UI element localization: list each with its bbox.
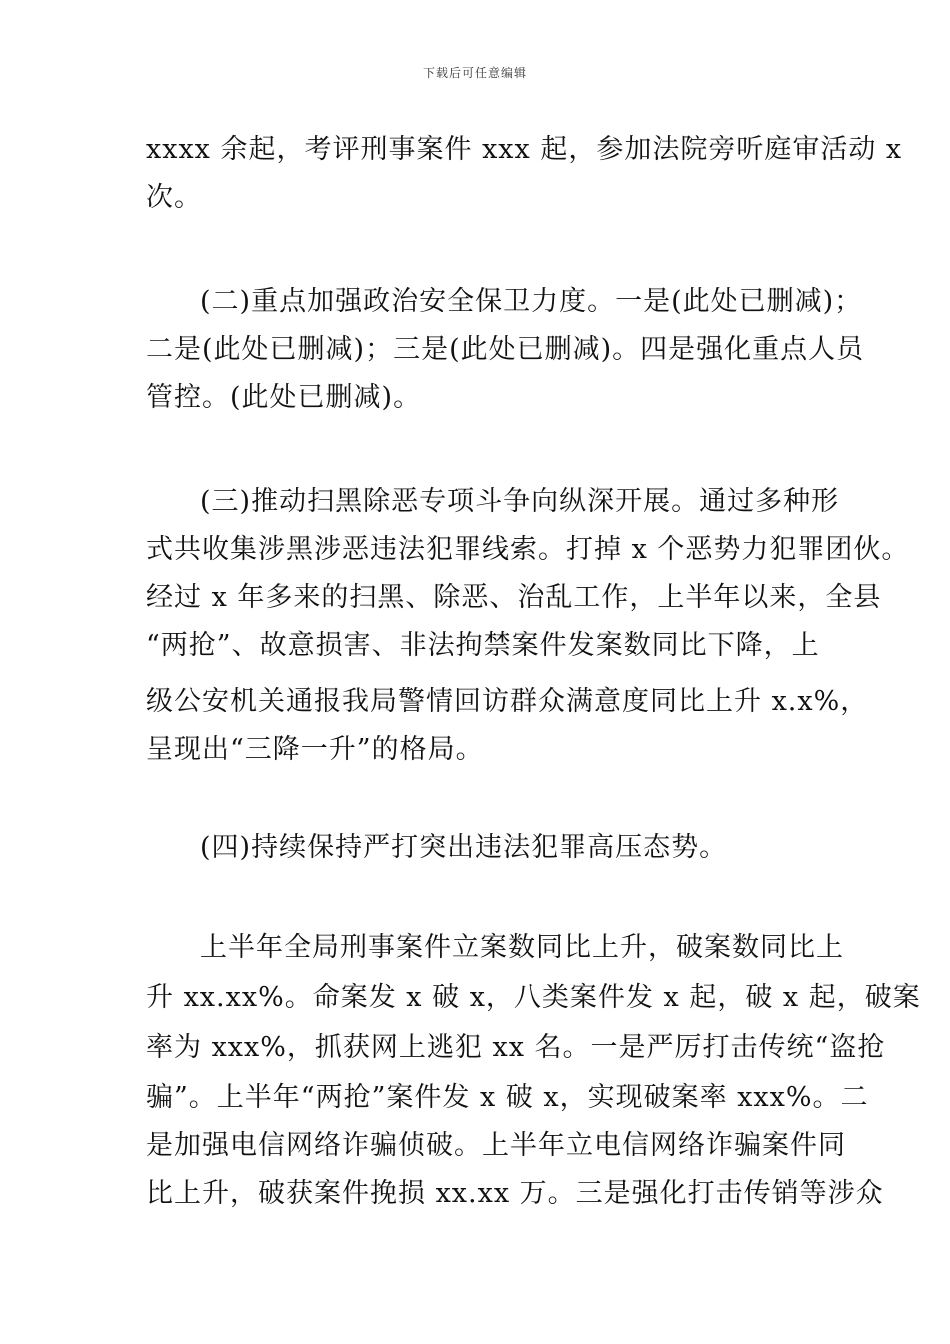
text-line: 二是(此处已删减)；三是(此处已删减)。四是强化重点人员 xyxy=(146,334,865,365)
text-line: (四)持续保持严打突出违法犯罪高压态势。 xyxy=(200,832,728,863)
text-line: 呈现出“三降一升”的格局。 xyxy=(146,734,484,765)
text-line: 是加强电信网络诈骗侦破。上半年立电信网络诈骗案件同 xyxy=(146,1130,846,1161)
text-line: “两抢”、故意损害、非法拘禁案件发案数同比下降，上 xyxy=(146,630,820,661)
text-line: 经过 x 年多来的扫黑、除恶、治乱工作，上半年以来，全县 xyxy=(146,582,882,613)
text-line: 比上升，破获案件挽损 xx.xx 万。三是强化打击传销等涉众 xyxy=(146,1178,884,1209)
text-line: 骗”。上半年“两抢”案件发 x 破 x，实现破案率 xxx%。二 xyxy=(146,1082,869,1113)
text-line: 升 xx.xx%。命案发 x 破 x，八类案件发 x 起，破 x 起，破案 xyxy=(146,982,921,1013)
text-line: (三)推动扫黑除恶专项斗争向纵深开展。通过多种形 xyxy=(200,486,840,517)
text-line: (二)重点加强政治安全保卫力度。一是(此处已删减)； xyxy=(200,286,863,317)
page-header: 下载后可任意编辑 xyxy=(422,66,527,80)
text-line: 上半年全局刑事案件立案数同比上升，破案数同比上 xyxy=(200,932,844,963)
text-line: 率为 xxx%，抓获网上逃犯 xx 名。一是严厉打击传统“盗抢 xyxy=(146,1032,886,1063)
text-line: xxxx 余起，考评刑事案件 xxx 起，参加法院旁听庭审活动 x xyxy=(146,134,903,165)
text-line: 式共收集涉黑涉恶违法犯罪线索。打掉 x 个恶势力犯罪团伙。 xyxy=(146,534,910,565)
text-line: 管控。(此处已删减)。 xyxy=(146,382,422,413)
text-line: 次。 xyxy=(146,182,202,213)
text-line: 级公安机关通报我局警情回访群众满意度同比上升 x.x%， xyxy=(146,686,869,717)
